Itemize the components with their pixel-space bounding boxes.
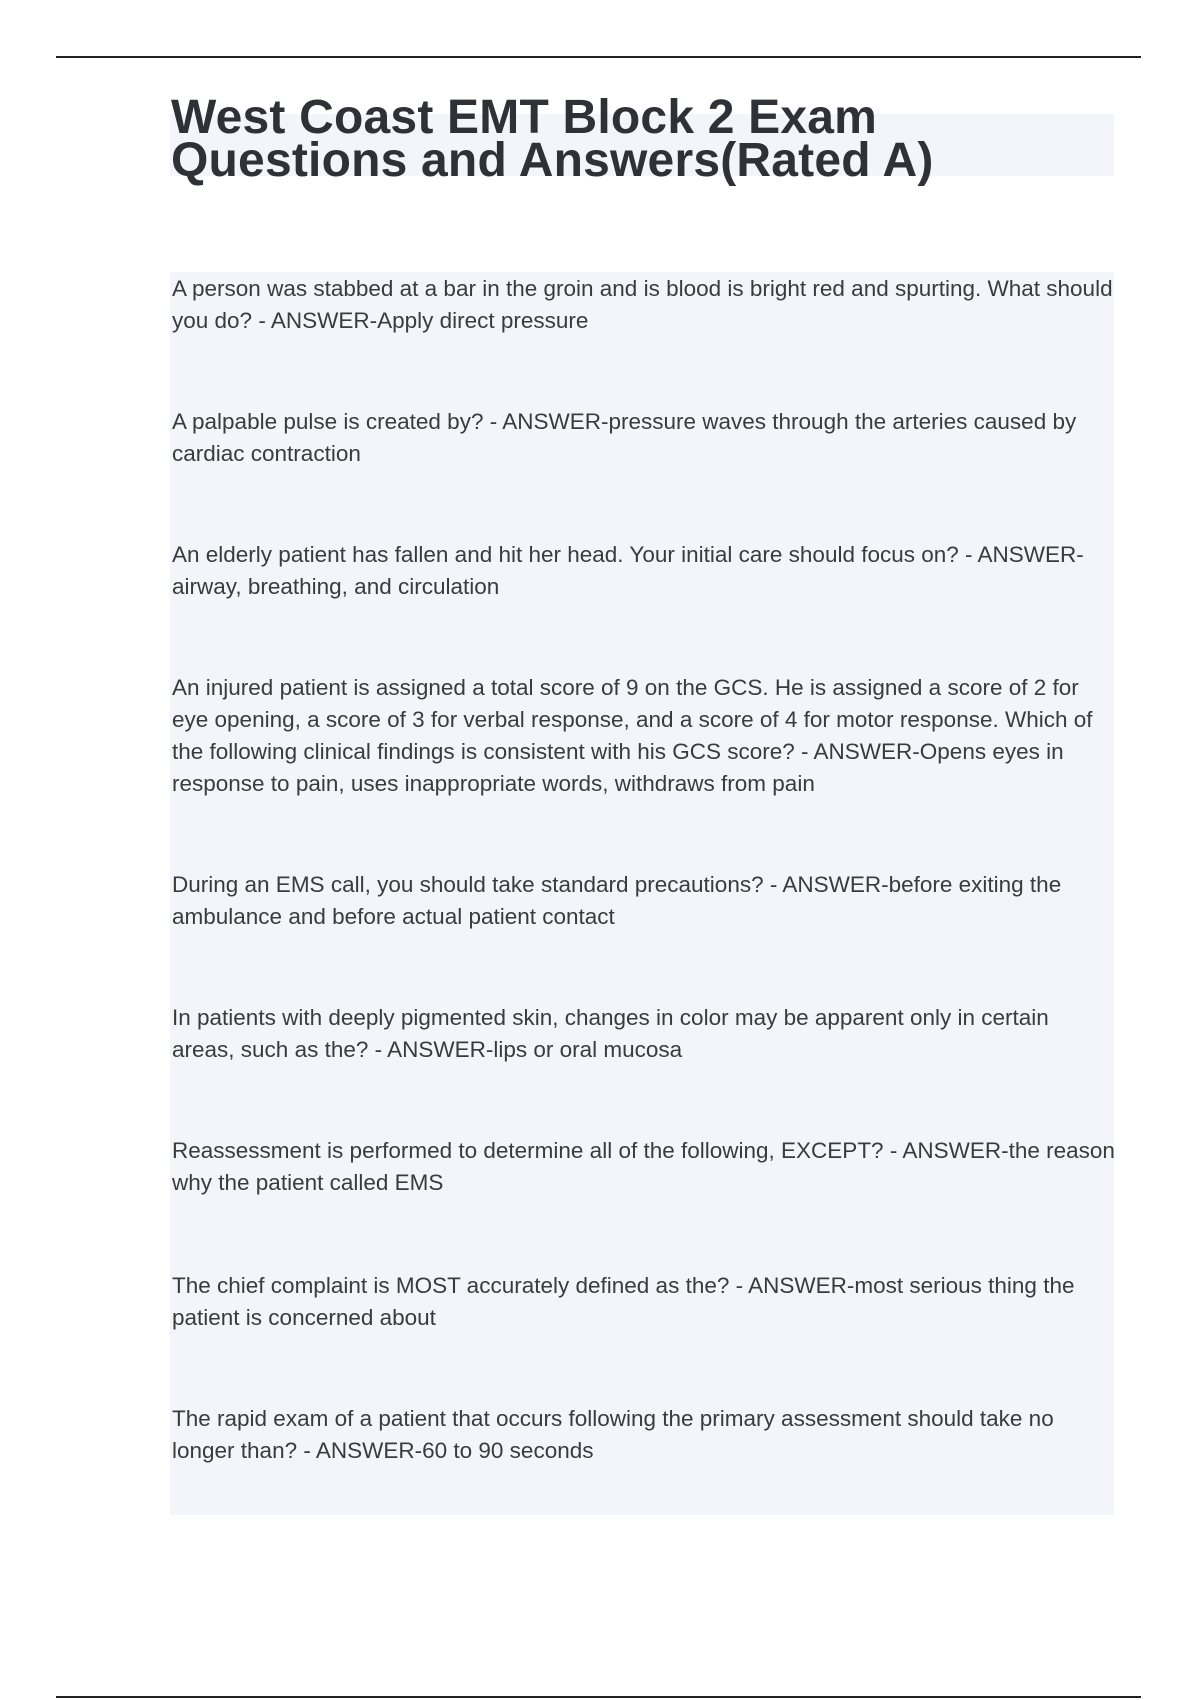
qa-item-5: During an EMS call, you should take standard precautions? - ANSWER-before exiting the ambulance and before actual patient contact [172, 872, 1062, 929]
bottom-rule [56, 1696, 1141, 1698]
qa-item-7: Reassessment is performed to determine all of the following, EXCEPT? - ANSWER-the reason why the patient called EMS [172, 1138, 1115, 1195]
title-line-1: West Coast EMT Block 2 Exam [171, 91, 878, 144]
top-rule [56, 56, 1141, 58]
qa-item-2: A palpable pulse is created by? - ANSWER-pressure waves through the arteries caused by cardiac contraction [172, 409, 1077, 466]
qa-item-3: An elderly patient has fallen and hit her head. Your initial care should focus on? - ANSWER-airway, breathing, and circulation [172, 542, 1084, 599]
qa-item-1: A person was stabbed at a bar in the groin and is blood is bright red and spurting. What should you do? - ANSWER-Apply direct pressure [172, 276, 1113, 333]
document-title [171, 91, 1111, 188]
qa-item-6: In patients with deeply pigmented skin, changes in color may be apparent only in certain areas, such as the? - ANSWER-lips or oral mucosa [172, 1005, 1049, 1062]
title-line-2: Questions and Answers(Rated A) [171, 134, 934, 188]
qa-item-9: The rapid exam of a patient that occurs following the primary assessment should take no longer than? - ANSWER-60 to 90 seconds [172, 1406, 1054, 1463]
qa-item-4: An injured patient is assigned a total score of 9 on the GCS. He is assigned a score of 2 for eye opening, a score of 3 for verbal response, and a score of 4 for motor response. Which of the following clinical findings is consistent with his GCS score? - ANSWER-Opens eyes in response to pain, uses inappropriate words, withdraws from pain [172, 675, 1093, 796]
qa-item-8: The chief complaint is MOST accurately defined as the? - ANSWER-most serious thing the patient is concerned about [172, 1273, 1075, 1330]
